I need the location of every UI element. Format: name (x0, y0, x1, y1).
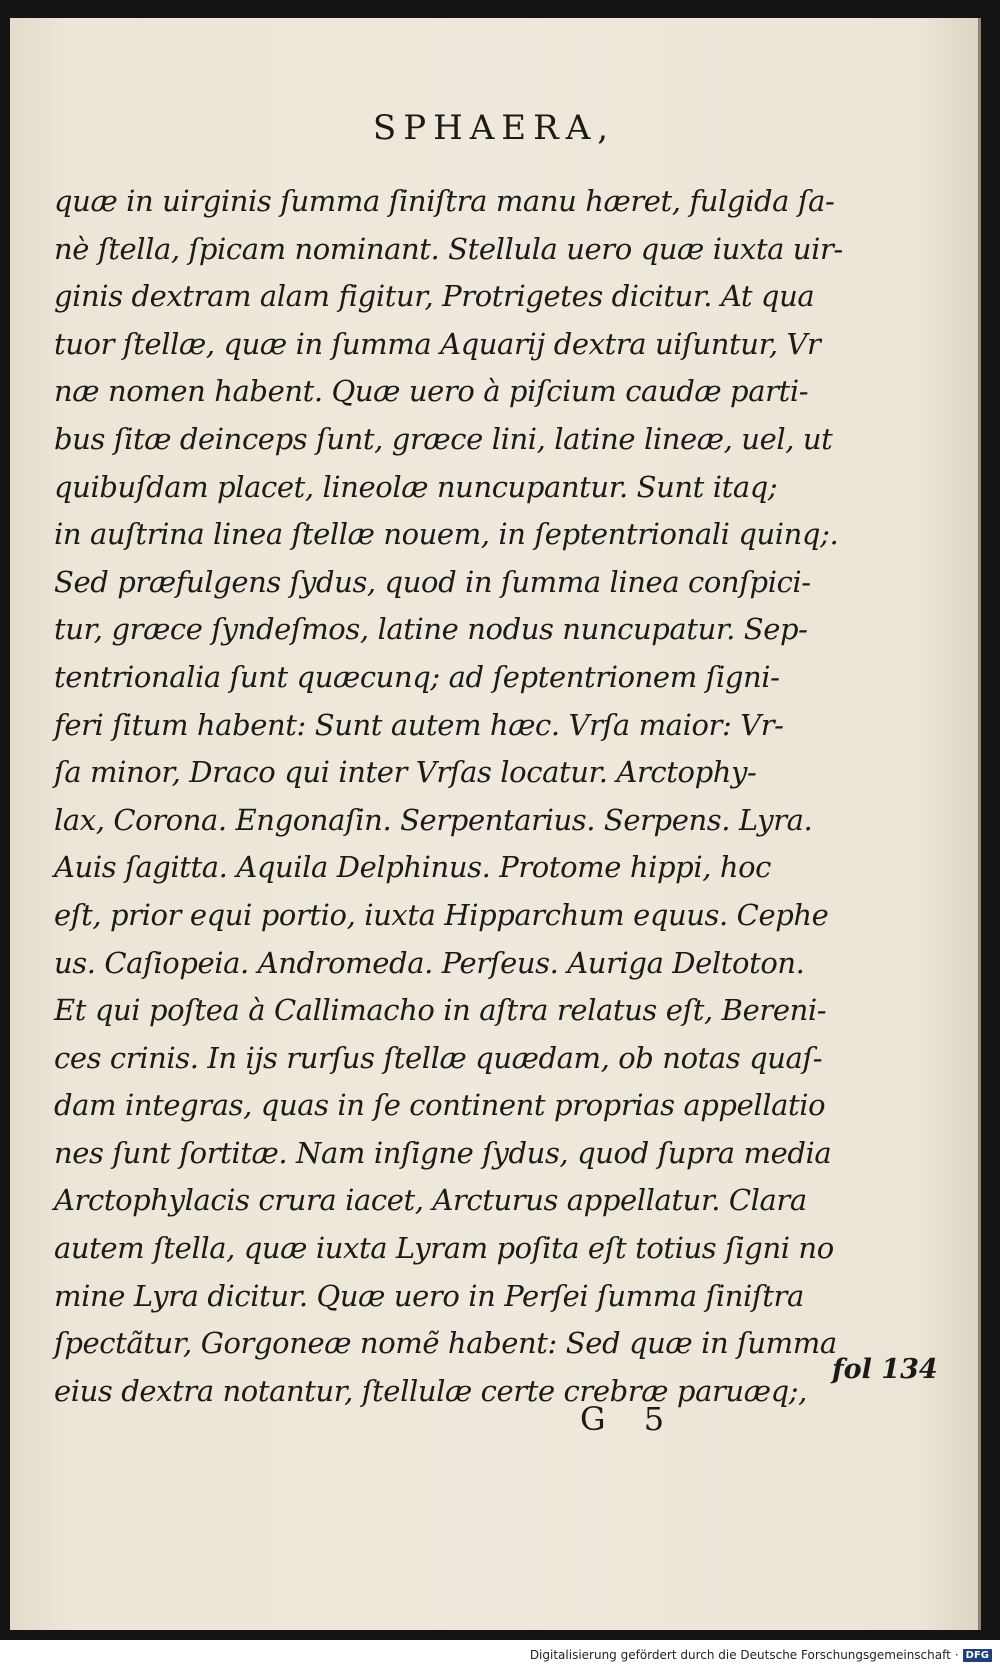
body-text (54, 178, 854, 1415)
book-page (10, 18, 981, 1630)
text-line: eius dextra notantur, ſtellulæ certe crebræ paruæq;, (54, 1373, 807, 1408)
text-line: ginis dextram alam figitur, Protrigetes dicitur. At qua (54, 279, 815, 314)
credit-text: Digitalisierung gefördert durch die Deutsche Forschungsgemeinschaft (529, 1648, 951, 1662)
signature-mark: G 5 (580, 1400, 679, 1438)
text-line: nè ſtella, ſpicam nominant. Stellula uero quæ iuxta uir- (54, 231, 843, 266)
text-line: bus ſitæ deinceps ſunt, græce lini, latine lineæ, uel, ut (54, 421, 833, 456)
text-line: in auſtrina linea ſtellæ nouem, in ſeptentrionali quinq;. (54, 517, 839, 552)
text-line: quæ in uirginis ſumma ſiniſtra manu hæret, fulgida ſa- (54, 184, 835, 218)
text-line: tentrionalia ſunt quæcunq; ad ſeptentrionem ſigni- (54, 659, 780, 694)
text-line: ſpectãtur, Gorgoneæ nomẽ habent: Sed quæ in ſumma (54, 1326, 837, 1361)
text-line: dam integras, quas in ſe continent proprias appellatio (54, 1088, 826, 1123)
text-line: quibuſdam placet, lineolæ nuncupantur. Sunt itaq; (54, 469, 778, 504)
text-line: lax, Corona. Engonaſin. Serpentarius. Serpens. Lyra. (54, 802, 813, 837)
text-line: Sed præfulgens ſydus, quod in ſumma linea conſpici- (54, 564, 811, 599)
text-line: ces crinis. In ijs rurſus ſtellæ quædam, ob notas quaſ- (54, 1040, 823, 1075)
folio-number: fol 134 (832, 1354, 938, 1385)
text-line: tur, græce ſyndeſmos, latine nodus nuncupatur. Sep- (54, 612, 808, 647)
text-line: ſa minor, Draco qui inter Vrſas locatur. Arctophy- (54, 755, 757, 790)
text-line: Auis ſagitta. Aquila Delphinus. Protome hippi, hoc (54, 850, 772, 885)
text-line: autem ſtella, quæ iuxta Lyram poſita eſt totius ſigni no (54, 1231, 834, 1266)
text-line: feri ſitum habent: Sunt autem hæc. Vrſa maior: Vr- (54, 707, 784, 742)
text-line: tuor ſtellæ, quæ in ſumma Aquarij dextra uiſuntur, Vr (54, 326, 821, 361)
text-line: us. Caſiopeia. Andromeda. Perſeus. Auriga Deltoton. (54, 945, 805, 980)
text-line: mine Lyra dicitur. Quæ uero in Perſei ſumma ſiniſtra (54, 1278, 804, 1313)
text-line: næ nomen habent. Quæ uero à piſcium caudæ parti- (54, 374, 809, 409)
dfg-logo-icon: DFG (963, 1649, 992, 1662)
text-line: Arctophylacis crura iacet, Arcturus appellatur. Clara (54, 1183, 807, 1218)
running-header: SPHAERA, (372, 108, 616, 148)
text-line: Et qui poſtea à Callimacho in aſtra relatus eſt, Bereni- (54, 993, 827, 1028)
credit-separator: · (954, 1648, 959, 1662)
text-line: nes ſunt ſortitæ. Nam inſigne ſydus, quod ſupra media (54, 1135, 832, 1170)
digitization-credit (530, 1648, 992, 1662)
text-line: eſt, prior equi portio, iuxta Hipparchum equus. Cephe (54, 897, 829, 932)
